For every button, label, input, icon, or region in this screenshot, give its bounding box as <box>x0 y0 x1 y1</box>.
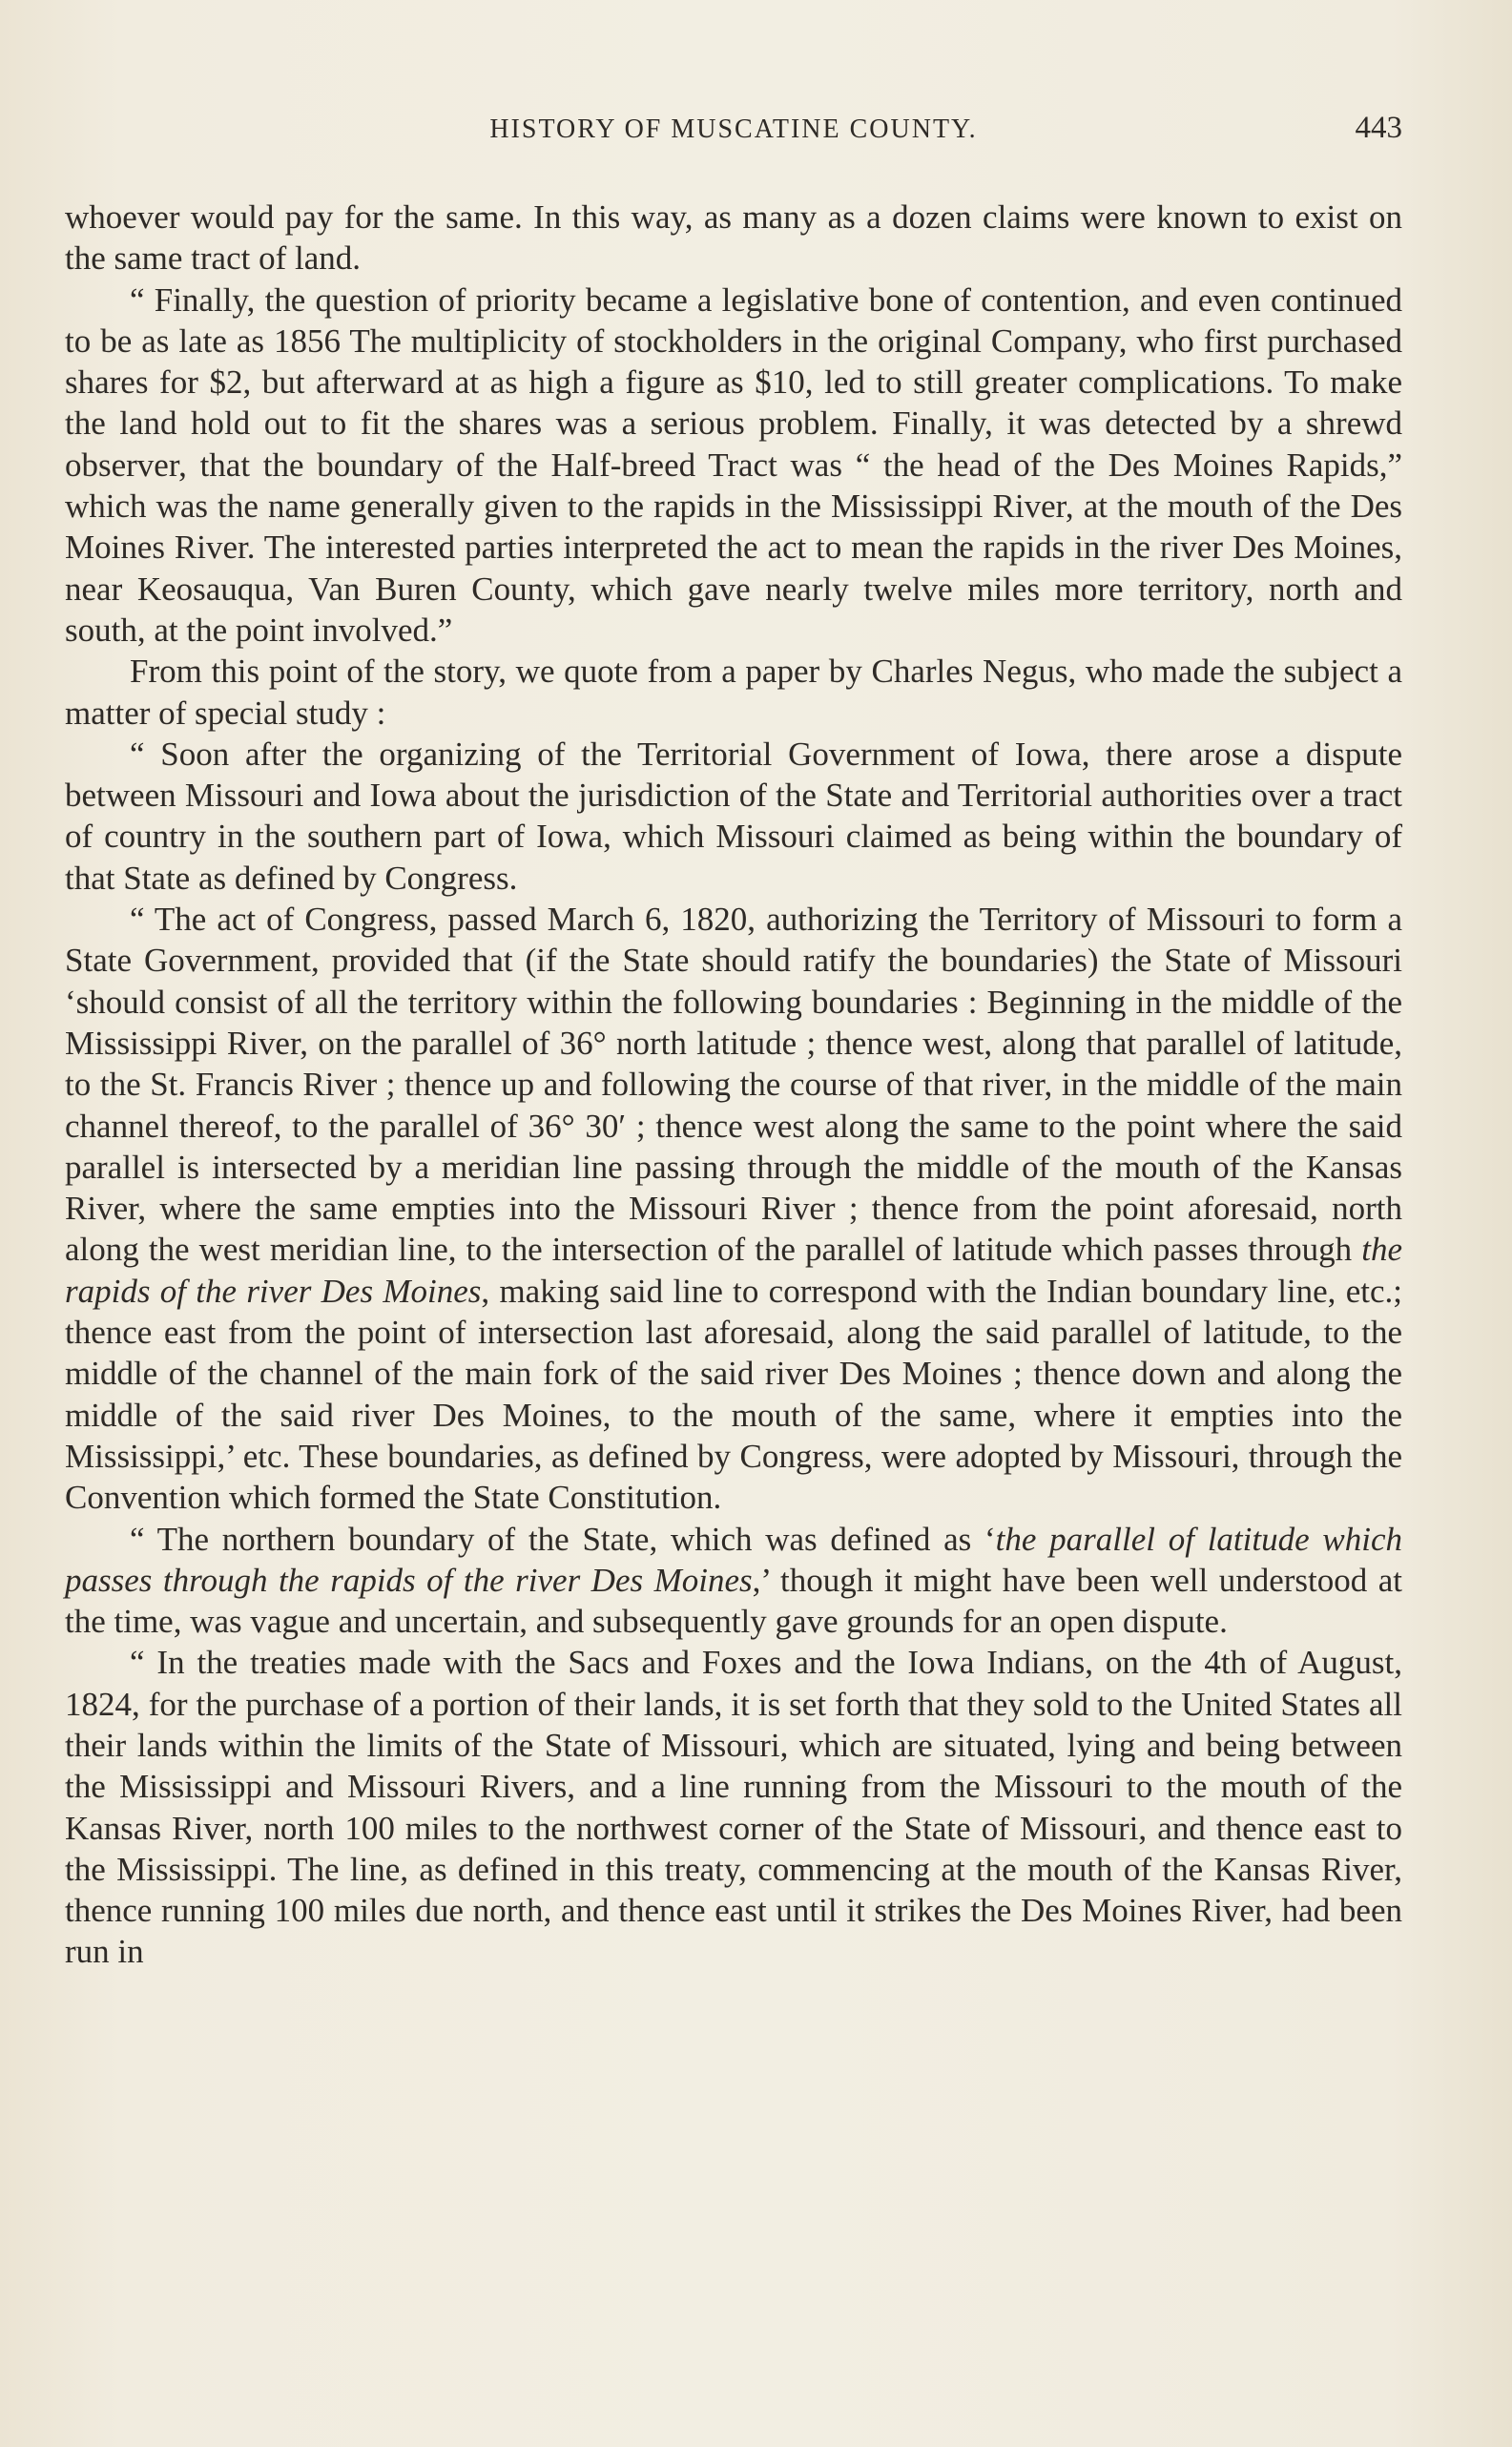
body-text <box>65 197 1402 1973</box>
paragraph-act-of-congress <box>65 899 1402 1518</box>
running-head <box>65 111 1402 162</box>
paragraph-continuation: whoever would pay for the same. In this way, as many as a dozen claims were known to exist on the same tract of land. <box>65 198 1402 278</box>
page-number: 443 <box>1355 111 1402 145</box>
text-segment: “ The northern boundary of the State, which was defined as ‘ <box>130 1520 996 1558</box>
text-segment: , making said line to correspond with the Indian boundary line, etc.; thence east from the point of intersection last aforesaid, along the said parallel of latitude, to the middle of the channel of the main fork of the said river Des Moines ; thence down and along the middle of the said river Des Moines, to the mouth of the same, where it empties into the Mississippi,’ etc. These boundaries, as defined by Congress, were adopted by Missouri, through the Convention which formed the State Constitution. <box>65 1272 1402 1517</box>
text-segment: “ The act of Congress, passed March 6, 1820, authorizing the Territory of Missouri to form a State Government, provided that (if the State should ratify the boundaries) the State of Missouri ‘should consist of all the territory within the following boundaries : Beginning in the middle of the Mississippi River, on the parallel of 36° north latitude ; thence west, along that parallel of latitude, to the St. Francis River ; thence up and following the course of that river, in the middle of the main channel thereof, to the parallel of 36° 30′ ; thence west along the same to the point where the said parallel is intersected by a meridian line passing through the middle of the mouth of the Kansas River, where the same empties into the Missouri River ; thence from the point aforesaid, north along the west meridian line, to the intersection of the parallel of latitude which passes through <box>65 901 1402 1269</box>
running-title: HISTORY OF MUSCATINE COUNTY. <box>489 114 978 144</box>
paragraph-priority-dispute: “ Finally, the question of priority became a legislative bone of contention, and even continued to be as late as 1856 The multiplicity of stockholders in the original Company, who first purchased shares for $2, but afterward at as high a figure as $10, led to still greater complications. To make the land hold out to fit the shares was a serious problem. Finally, it was detected by a shrewd observer, that the boundary of the Half-breed Tract was “ the head of the Des Moines Rapids,” which was the name generally given to the rapids in the Mississippi River, at the mouth of the Des Moines River. The interested parties interpreted the act to mean the rapids in the river Des Moines, near Keosauqua, Van Buren County, which gave nearly twelve miles more territory, north and south, at the point involved.” <box>65 280 1402 649</box>
paragraph-negus-intro: From this point of the story, we quote from a paper by Charles Negus, who made the subject a matter of special study : <box>65 653 1402 732</box>
italic-phrase: the rapids of the river Des Moines <box>65 1231 1402 1310</box>
paragraph-territorial-dispute: “ Soon after the organizing of the Territorial Government of Iowa, there arose a dispute between Missouri and Iowa about the jurisdiction of the State and Territorial authorities over a tract of country in the southern part of Iowa, which Missouri claimed as being within the boundary of that State as defined by Congress. <box>65 735 1402 897</box>
paragraph-treaties: “ In the treaties made with the Sacs and Foxes and the Iowa Indians, on the 4th of August, 1824, for the purchase of a portion of their lands, it is set forth that they sold to the United States all their lands within the limits of the State of Missouri, which are situated, lying and being between the Mississippi and Missouri Rivers, and a line running from the Missouri to the mouth of the Kansas River, north 100 miles to the northwest corner of the State of Missouri, and thence east to the Mississippi. The line, as defined in this treaty, commencing at the mouth of the Kansas River, thence running 100 miles due north, and thence east until it strikes the Des Moines River, had been run in <box>65 1644 1402 1971</box>
italic-phrase: the parallel of latitude which passes through the rapids of the river Des Moines <box>65 1520 1402 1599</box>
paragraph-northern-boundary <box>65 1519 1402 1643</box>
text-segment: ,’ though it might have been well understood at the time, was vague and uncertain, and subsequently gave grounds for an open dispute. <box>65 1561 1402 1641</box>
